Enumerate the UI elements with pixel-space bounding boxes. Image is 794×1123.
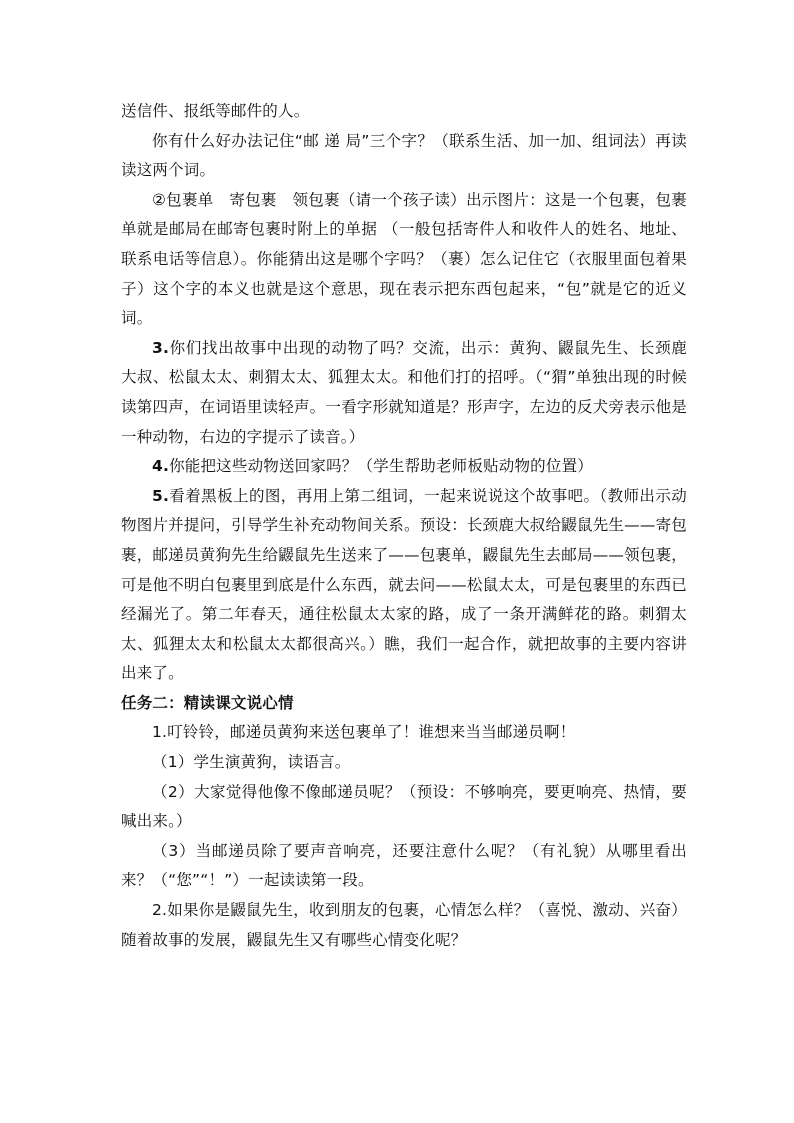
paragraph-postman-definition: 送信件、报纸等邮件的人。 bbox=[121, 102, 310, 120]
paragraph-send-animals-home: 4.你能把这些动物送回家吗？（学生帮助老师板贴动物的位置） bbox=[152, 457, 593, 476]
item-number: 4. bbox=[152, 457, 170, 476]
paragraph-remember-characters: 你有什么好办法记住“邮 递 局”三个字？（联系生活、加一加、组词法）再读读这两个词。 bbox=[121, 131, 687, 180]
lesson-plan-text bbox=[121, 97, 687, 955]
item-number: 5. bbox=[152, 486, 170, 505]
paragraph-step-two: （2）大家觉得他像不像邮递员呢？（预设：不够响亮，要更响亮、热情，要喊出来。） bbox=[121, 782, 687, 831]
paragraph-retell-story: 5.看着黑板上的图，再用上第二组词，一起来说说这个故事吧。（教师出示动物图片并提问，引导学生补充动物间关系。预设：长颈鹿大叔给鼹鼠先生——寄包裹，邮递员黄狗先生给鼹鼠先生送来了——包裹单，鼹鼠先生去邮局——领包裹，可是他不明白包裹里到底是什么东西，就去问——松鼠太太，可是包裹里的东西已经漏光了。第二年春天，通往松鼠太太家的路，成了一条开满鲜花的路。刺猬太太、狐狸太太和松鼠太太都很高兴。）瞧，我们一起合作，就把故事的主要内容讲出来了。 bbox=[121, 486, 687, 683]
paragraph-step-three: （3）当邮递员除了要声音响亮，还要注意什么呢？（有礼貌）从哪里看出来？（“您”“！”）一起读读第一段。 bbox=[121, 841, 687, 890]
paragraph-postman-role-play: 1.叮铃铃，邮递员黄狗来送包裹单了！谁想来当当邮递员啊！ bbox=[152, 723, 576, 742]
item-number: 3. bbox=[152, 338, 170, 357]
paragraph-step-one: （1）学生演黄狗，读语言。 bbox=[152, 753, 351, 772]
paragraph-package-words: ②包裹单 寄包裹 领包裹（请一个孩子读）出示图片：这是一个包裹，包裹单就是邮局在邮寄包裹时附上的单据 （一般包括寄件人和收件人的姓名、地址、联系电话等信息）。你能猜出这是哪个字吗？（裹）怎么记住它（衣服里面包着果子）这个字的本义也就是这个意思，现在表示把东西包起来，“包”就是它的近义词。 bbox=[121, 190, 687, 328]
section-heading-task-two: 任务二：精读课文说心情 bbox=[121, 693, 294, 712]
paragraph-animals-in-story: 3.你们找出故事中出现的动物了吗？交流，出示：黄狗、鼹鼠先生、长颈鹿大叔、松鼠太太、刺猬太太、狐狸太太。和他们打的招呼。（“猬”单独出现的时候读第四声，在词语里读轻声。一看字形就知道是？形声字，左边的反犬旁表示他是一种动物，右边的字提示了读音。） bbox=[121, 338, 687, 446]
paragraph-mole-feelings: 2.如果你是鼹鼠先生，收到朋友的包裹，心情怎么样？（喜悦、激动、兴奋）随着故事的发展，鼹鼠先生又有哪些心情变化呢？ bbox=[121, 901, 687, 949]
